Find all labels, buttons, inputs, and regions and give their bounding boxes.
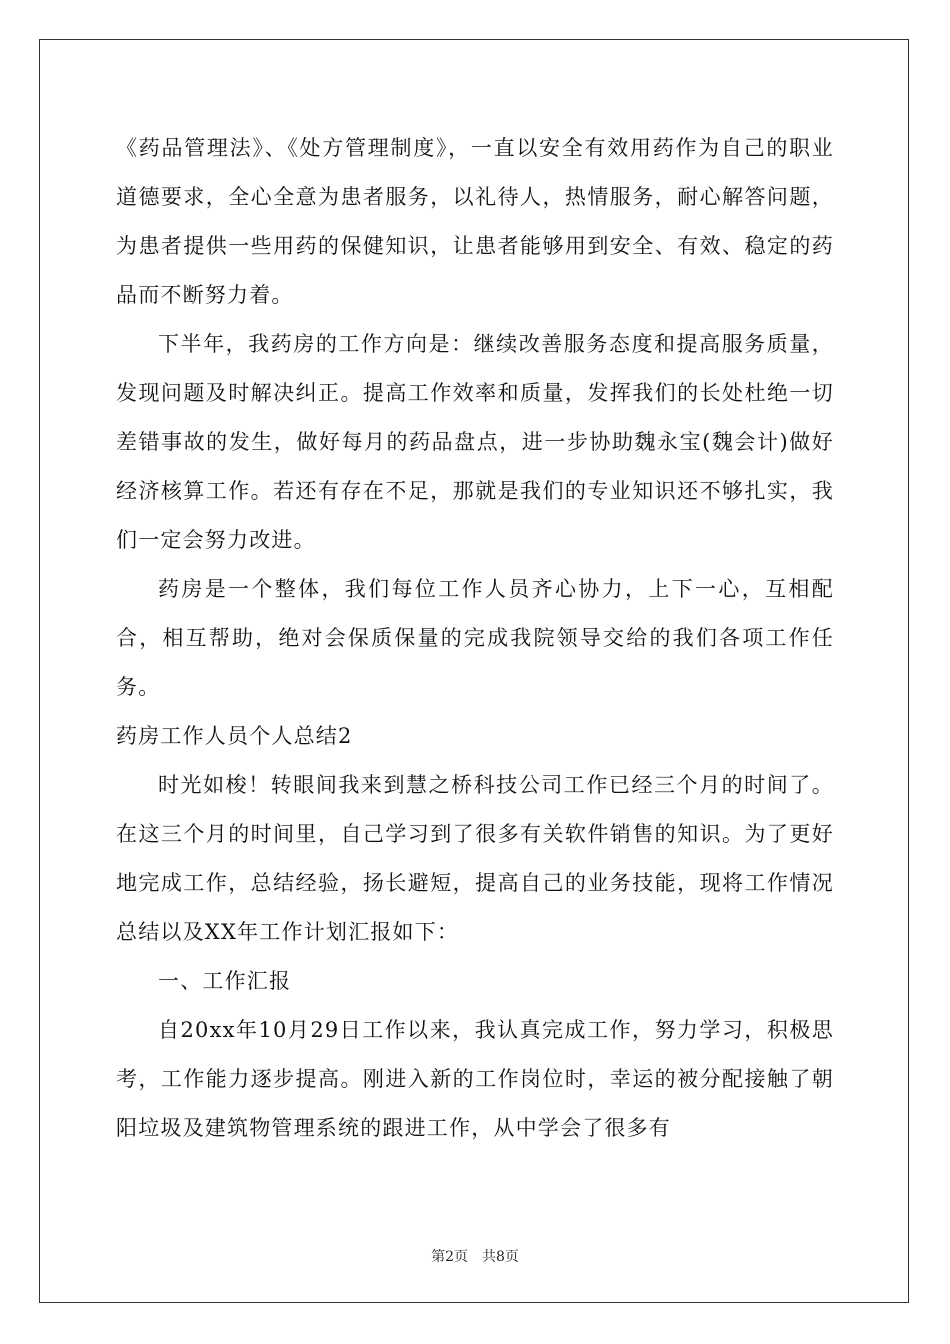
paragraph-pharmacy-team: 药房是一个整体，我们每位工作人员齐心协力，上下一心，互相配合，相互帮助，绝对会保质保量的完成我院领导交给的我们各项工作任务。 — [116, 577, 834, 699]
paragraph-pharmacy-plan: 下半年，我药房的工作方向是：继续改善服务态度和提高服务质量，发现问题及时解决纠正。提高工作效率和质量，发挥我们的长处杜绝一切差错事故的发生，做好每月的药品盘点，进一步协助魏永宝(魏会计)做好经济核算工作。若还有存在不足，那就是我们的专业知识还不够扎实，我们一定会努力改进。 — [116, 332, 834, 552]
section-heading: 药房工作人员个人总结2 — [116, 724, 353, 748]
paragraph-continuation: 《药品管理法》、《处方管理制度》，一直以安全有效用药作为自己的职业道德要求，全心全意为患者服务，以礼待人，热情服务，耐心解答问题，为患者提供一些用药的保健知识，让患者能够用到安全、有效、稳定的药品而不断努力着。 — [116, 136, 834, 307]
paragraph-intro: 时光如梭！转眼间我来到慧之桥科技公司工作已经三个月的时间了。在这三个月的时间里，自己学习到了很多有关软件销售的知识。为了更好地完成工作，总结经验，扬长避短，提高自己的业务技能，现将工作情况总结以及XX年工作计划汇报如下： — [116, 773, 834, 944]
document-body — [116, 124, 834, 1153]
page-number: 第2页 共8页 — [431, 1249, 519, 1265]
paragraph-work-report: 自20xx年10月29日工作以来，我认真完成工作，努力学习，积极思考，工作能力逐步提高。刚进入新的工作岗位时，幸运的被分配接触了朝阳垃圾及建筑物管理系统的跟进工作，从中学会了很多有 — [116, 1018, 834, 1140]
subheading-work-report: 一、工作汇报 — [158, 969, 292, 993]
